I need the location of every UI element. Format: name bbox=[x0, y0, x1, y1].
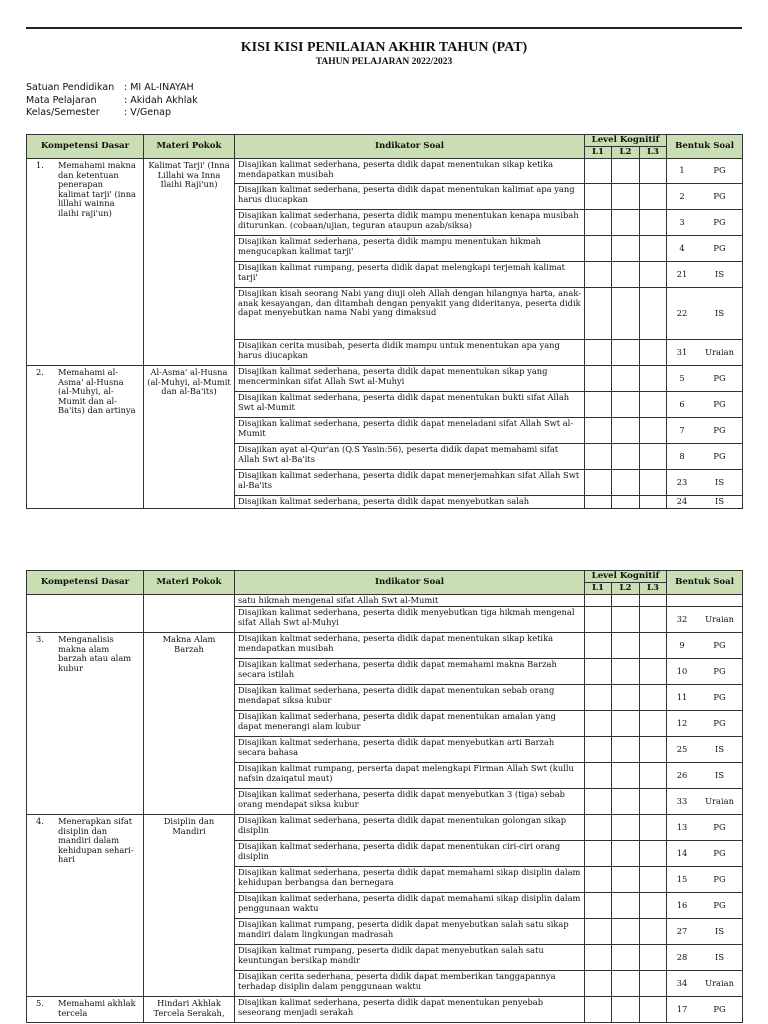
question-type: PG bbox=[713, 899, 726, 910]
bentuk-soal-cell bbox=[667, 210, 743, 236]
level-l3-cell bbox=[640, 236, 667, 262]
kompetensi-dasar-cell bbox=[27, 633, 144, 815]
meta-row: Mata Pelajaran : Akidah Akhlak bbox=[26, 94, 198, 106]
header-l1: L1 bbox=[585, 147, 612, 159]
question-number: 4 bbox=[679, 242, 685, 253]
level-l2-cell bbox=[612, 997, 640, 1023]
question-number: 26 bbox=[676, 769, 688, 780]
indikator-soal-cell: Disajikan kalimat sederhana, peserta didik menyebutkan tiga hikmah mengenal sifat Allah Swt al-Muhyi bbox=[235, 607, 585, 633]
bentuk-soal-cell bbox=[667, 184, 743, 210]
header-indikator-soal: Indikator Soal bbox=[235, 135, 585, 159]
level-l3-cell bbox=[640, 392, 667, 418]
bentuk-soal-cell bbox=[667, 366, 743, 392]
kompetensi-dasar-cell bbox=[27, 595, 144, 633]
question-type: IS bbox=[715, 496, 725, 507]
indikator-soal-cell: Disajikan kalimat sederhana, peserta didik dapat menentukan golongan sikap disiplin bbox=[235, 815, 585, 841]
indikator-soal-cell: Disajikan kalimat sederhana, peserta didik dapat menyebutkan salah bbox=[235, 496, 585, 509]
level-l1-cell bbox=[585, 763, 612, 789]
level-l2-cell bbox=[612, 919, 640, 945]
question-type: IS bbox=[715, 307, 725, 318]
level-l3-cell bbox=[640, 659, 667, 685]
level-l2-cell bbox=[612, 159, 640, 184]
level-l1-cell bbox=[585, 841, 612, 867]
indikator-soal-cell: Disajikan kalimat sederhana, peserta didik dapat memahami makna Barzah secara istilah bbox=[235, 659, 585, 685]
bentuk-soal-cell bbox=[667, 841, 743, 867]
level-l1-cell bbox=[585, 607, 612, 633]
page-title: KISI KISI PENILAIAN AKHIR TAHUN (PAT) bbox=[240, 40, 528, 55]
indikator-soal-cell: Disajikan cerita sederhana, peserta didik dapat memberikan tanggapannya terhadap disiplin dalam penggunaan waktu bbox=[235, 971, 585, 997]
level-l1-cell bbox=[585, 919, 612, 945]
kisi-kisi-table-2 bbox=[26, 570, 743, 1023]
question-number: 3 bbox=[679, 216, 685, 227]
level-l3-cell bbox=[640, 737, 667, 763]
level-l1-cell bbox=[585, 184, 612, 210]
level-l2-cell bbox=[612, 971, 640, 997]
level-l2-cell bbox=[612, 340, 640, 366]
header-materi-pokok: Materi Pokok bbox=[144, 135, 235, 159]
table-row bbox=[27, 633, 743, 659]
level-l2-cell bbox=[612, 210, 640, 236]
level-l2-cell bbox=[612, 945, 640, 971]
bentuk-soal-cell bbox=[667, 444, 743, 470]
question-type: PG bbox=[713, 165, 726, 176]
bentuk-soal-cell bbox=[667, 815, 743, 841]
question-number: 8 bbox=[679, 450, 685, 461]
kompetensi-dasar-cell bbox=[27, 997, 144, 1023]
bentuk-soal-cell bbox=[667, 262, 743, 288]
question-type: PG bbox=[713, 821, 726, 832]
indikator-soal-cell: Disajikan cerita musibah, peserta didik mampu untuk menentukan apa yang harus diucapkan bbox=[235, 340, 585, 366]
indikator-soal-cell: Disajikan kalimat sederhana, peserta didik dapat menentukan bukti sifat Allah Swt al-Mumit bbox=[235, 392, 585, 418]
level-l2-cell bbox=[612, 659, 640, 685]
kisi-kisi-table-1 bbox=[26, 134, 743, 509]
indikator-soal-cell: satu hikmah mengenal sifat Allah Swt al-Mumit bbox=[235, 595, 585, 607]
question-type: PG bbox=[713, 873, 726, 884]
indikator-soal-cell: Disajikan kalimat rumpang, peserta didik dapat menyebutkan salah satu sikap mandiri dalam lingkungan madrasah bbox=[235, 919, 585, 945]
question-type: IS bbox=[715, 268, 725, 279]
level-l2-cell bbox=[612, 366, 640, 392]
level-l3-cell bbox=[640, 366, 667, 392]
question-type: Uraian bbox=[705, 346, 734, 357]
level-l2-cell bbox=[612, 815, 640, 841]
materi-pokok-cell: Kalimat Tarji' (Inna Lillahi wa Inna Ilaihi Raji'un) bbox=[144, 159, 235, 366]
level-l3-cell bbox=[640, 971, 667, 997]
level-l3-cell bbox=[640, 595, 667, 607]
level-l3-cell bbox=[640, 685, 667, 711]
level-l2-cell bbox=[612, 392, 640, 418]
question-number: 16 bbox=[676, 899, 688, 910]
header-indikator-soal: Indikator Soal bbox=[235, 571, 585, 595]
question-type: PG bbox=[713, 190, 726, 201]
kd-number: 4. bbox=[36, 816, 44, 826]
kd-number: 2. bbox=[36, 367, 44, 377]
header-bentuk-soal: Bentuk Soal bbox=[667, 571, 743, 595]
table-row bbox=[27, 366, 743, 392]
level-l1-cell bbox=[585, 340, 612, 366]
top-rule bbox=[26, 27, 742, 29]
bentuk-soal-cell bbox=[667, 595, 743, 607]
question-number: 17 bbox=[676, 1003, 688, 1014]
kd-text: Menerapkan sifat disiplin dan mandiri dalam kehidupan sehari-hari bbox=[58, 816, 134, 865]
level-l1-cell bbox=[585, 262, 612, 288]
level-l2-cell bbox=[612, 607, 640, 633]
question-type: PG bbox=[713, 372, 726, 383]
indikator-soal-cell: Disajikan kisah seorang Nabi yang diuji oleh Allah dengan hilangnya harta, anak-anak kesayangan, dan ditambah dengan penyakit yang dideritanya, peserta didik dapat menyebutkan nama Nabi yang dimaksud bbox=[235, 288, 585, 340]
level-l2-cell bbox=[612, 633, 640, 659]
level-l1-cell bbox=[585, 210, 612, 236]
table-row bbox=[27, 159, 743, 184]
level-l2-cell bbox=[612, 444, 640, 470]
question-number: 32 bbox=[676, 613, 688, 624]
level-l3-cell bbox=[640, 841, 667, 867]
level-l2-cell bbox=[612, 262, 640, 288]
question-number: 25 bbox=[676, 743, 688, 754]
meta-row: Kelas/Semester : V/Genap bbox=[26, 107, 171, 118]
header-l3: L3 bbox=[640, 583, 667, 595]
level-l3-cell bbox=[640, 496, 667, 509]
question-type: IS bbox=[715, 476, 725, 487]
level-l1-cell bbox=[585, 392, 612, 418]
level-l2-cell bbox=[612, 496, 640, 509]
level-l1-cell bbox=[585, 366, 612, 392]
level-l1-cell bbox=[585, 737, 612, 763]
bentuk-soal-cell bbox=[667, 470, 743, 496]
question-number: 1 bbox=[679, 165, 685, 176]
question-type: PG bbox=[713, 216, 726, 227]
indikator-soal-cell: Disajikan kalimat sederhana, peserta didik dapat menentukan penyebab seseorang menjadi serakah bbox=[235, 997, 585, 1023]
header-l2: L2 bbox=[612, 147, 640, 159]
indikator-soal-cell: Disajikan kalimat sederhana, peserta didik dapat menyebutkan arti Barzah secara bahasa bbox=[235, 737, 585, 763]
header-level-kognitif: Level Kognitif bbox=[585, 135, 667, 147]
question-number: 28 bbox=[676, 951, 688, 962]
level-l2-cell bbox=[612, 685, 640, 711]
level-l1-cell bbox=[585, 945, 612, 971]
bentuk-soal-cell bbox=[667, 971, 743, 997]
indikator-soal-cell: Disajikan kalimat sederhana, peserta didik dapat menentukan kalimat apa yang harus diucapkan bbox=[235, 184, 585, 210]
question-type: IS bbox=[715, 925, 725, 936]
level-l3-cell bbox=[640, 893, 667, 919]
question-number: 24 bbox=[676, 496, 688, 507]
level-l1-cell bbox=[585, 288, 612, 340]
level-l1-cell bbox=[585, 236, 612, 262]
level-l2-cell bbox=[612, 711, 640, 737]
level-l3-cell bbox=[640, 340, 667, 366]
bentuk-soal-cell bbox=[667, 893, 743, 919]
header-level-kognitif: Level Kognitif bbox=[585, 571, 667, 583]
header-bentuk-soal: Bentuk Soal bbox=[667, 135, 743, 159]
indikator-soal-cell: Disajikan kalimat rumpang, peserta didik dapat menyebutkan salah satu keuntungan bersikap mandir bbox=[235, 945, 585, 971]
table-row bbox=[27, 815, 743, 841]
table-row bbox=[27, 997, 743, 1023]
level-l2-cell bbox=[612, 236, 640, 262]
level-l1-cell bbox=[585, 496, 612, 509]
header-l2: L2 bbox=[612, 583, 640, 595]
bentuk-soal-cell bbox=[667, 711, 743, 737]
materi-pokok-cell: Hindari Akhlak Tercela Serakah, bbox=[144, 997, 235, 1023]
indikator-soal-cell: Disajikan kalimat rumpang, peserta didik dapat melengkapi terjemah kalimat tarji' bbox=[235, 262, 585, 288]
bentuk-soal-cell bbox=[667, 159, 743, 184]
kompetensi-dasar-cell bbox=[27, 815, 144, 997]
indikator-soal-cell: Disajikan kalimat sederhana, peserta didik dapat menentukan sikap ketika mendapatkan musibah bbox=[235, 159, 585, 184]
level-l1-cell bbox=[585, 815, 612, 841]
question-number: 11 bbox=[676, 691, 688, 702]
bentuk-soal-cell bbox=[667, 340, 743, 366]
question-type: PG bbox=[713, 424, 726, 435]
kd-number: 3. bbox=[36, 634, 44, 644]
level-l1-cell bbox=[585, 633, 612, 659]
bentuk-soal-cell bbox=[667, 659, 743, 685]
bentuk-soal-cell bbox=[667, 288, 743, 340]
level-l2-cell bbox=[612, 184, 640, 210]
level-l1-cell bbox=[585, 444, 612, 470]
question-number: 13 bbox=[676, 821, 688, 832]
indikator-soal-cell: Disajikan kalimat sederhana, peserta didik dapat menentukan sebab orang mendapat siksa kubur bbox=[235, 685, 585, 711]
question-type: IS bbox=[715, 743, 725, 754]
level-l1-cell bbox=[585, 595, 612, 607]
bentuk-soal-cell bbox=[667, 919, 743, 945]
kompetensi-dasar-cell bbox=[27, 366, 144, 509]
table-row bbox=[27, 595, 743, 607]
level-l3-cell bbox=[640, 444, 667, 470]
bentuk-soal-cell bbox=[667, 685, 743, 711]
level-l3-cell bbox=[640, 184, 667, 210]
kd-text: Memahami al-Asma' al-Husna (al-Muhyi, al-Mumit dan al-Ba'its) dan artinya bbox=[58, 367, 136, 416]
level-l3-cell bbox=[640, 418, 667, 444]
header-kompetensi-dasar: Kompetensi Dasar bbox=[27, 571, 144, 595]
level-l3-cell bbox=[640, 210, 667, 236]
question-type: Uraian bbox=[705, 613, 734, 624]
indikator-soal-cell: Disajikan kalimat sederhana, peserta didik dapat menentukan sikap ketika mendapatkan musibah bbox=[235, 633, 585, 659]
header-kompetensi-dasar: Kompetensi Dasar bbox=[27, 135, 144, 159]
question-number: 5 bbox=[679, 372, 685, 383]
level-l2-cell bbox=[612, 893, 640, 919]
materi-pokok-cell: Makna Alam Barzah bbox=[144, 633, 235, 815]
kd-text: Memahami akhlak tercela bbox=[58, 998, 136, 1018]
level-l1-cell bbox=[585, 997, 612, 1023]
indikator-soal-cell: Disajikan kalimat sederhana, peserta didik dapat menentukan amalan yang dapat menerangi alam kubur bbox=[235, 711, 585, 737]
kd-number: 1. bbox=[36, 160, 44, 170]
level-l3-cell bbox=[640, 763, 667, 789]
bentuk-soal-cell bbox=[667, 496, 743, 509]
level-l2-cell bbox=[612, 867, 640, 893]
indikator-soal-cell: Disajikan ayat al-Qur'an (Q.S Yasin:56), peserta didik dapat memahami sifat Allah Swt al-Ba'its bbox=[235, 444, 585, 470]
level-l1-cell bbox=[585, 971, 612, 997]
level-l3-cell bbox=[640, 711, 667, 737]
level-l3-cell bbox=[640, 262, 667, 288]
indikator-soal-cell: Disajikan kalimat sederhana, peserta didik dapat menentukan sikap yang mencerminkan sifat Allah Swt al-Muhyi bbox=[235, 366, 585, 392]
indikator-soal-cell: Disajikan kalimat sederhana, peserta didik dapat memahami sikap disiplin dalam penggunaan waktu bbox=[235, 893, 585, 919]
bentuk-soal-cell bbox=[667, 763, 743, 789]
question-number: 22 bbox=[676, 307, 688, 318]
materi-pokok-cell bbox=[144, 595, 235, 633]
level-l1-cell bbox=[585, 418, 612, 444]
page-subtitle: TAHUN PELAJARAN 2022/2023 bbox=[315, 57, 453, 67]
level-l2-cell bbox=[612, 288, 640, 340]
question-number: 7 bbox=[679, 424, 685, 435]
question-number: 27 bbox=[676, 925, 688, 936]
question-type: PG bbox=[713, 847, 726, 858]
question-number: 31 bbox=[676, 346, 688, 357]
kd-text: Memahami makna dan ketentuan penerapan kalimat tarji' (inna lillahi wainna ilaihi raji'un) bbox=[58, 160, 136, 218]
level-l1-cell bbox=[585, 711, 612, 737]
question-type: PG bbox=[713, 639, 726, 650]
bentuk-soal-cell bbox=[667, 392, 743, 418]
level-l2-cell bbox=[612, 595, 640, 607]
bentuk-soal-cell bbox=[667, 867, 743, 893]
kd-text: Menganalisis makna alam barzah atau alam kubur bbox=[58, 634, 132, 673]
question-type: PG bbox=[713, 242, 726, 253]
bentuk-soal-cell bbox=[667, 633, 743, 659]
question-number: 6 bbox=[679, 398, 685, 409]
bentuk-soal-cell bbox=[667, 607, 743, 633]
header-l3: L3 bbox=[640, 147, 667, 159]
question-number: 34 bbox=[676, 977, 688, 988]
level-l1-cell bbox=[585, 470, 612, 496]
meta-row: Satuan Pendidikan : MI AL-INAYAH bbox=[26, 82, 194, 93]
indikator-soal-cell: Disajikan kalimat sederhana, peserta didik mampu menentukan hikmah mengucapkan kalimat tarji' bbox=[235, 236, 585, 262]
materi-pokok-cell: Al-Asma' al-Husna (al-Muhyi, al-Mumit dan al-Ba'its) bbox=[144, 366, 235, 509]
header-l1: L1 bbox=[585, 583, 612, 595]
indikator-soal-cell: Disajikan kalimat sederhana, peserta didik dapat menentukan ciri-ciri orang disiplin bbox=[235, 841, 585, 867]
level-l3-cell bbox=[640, 815, 667, 841]
level-l1-cell bbox=[585, 159, 612, 184]
indikator-soal-cell: Disajikan kalimat sederhana, peserta didik dapat menerjemahkan sifat Allah Swt al-Ba'its bbox=[235, 470, 585, 496]
level-l3-cell bbox=[640, 470, 667, 496]
bentuk-soal-cell bbox=[667, 945, 743, 971]
kd-number: 5. bbox=[36, 998, 44, 1008]
question-type: PG bbox=[713, 1003, 726, 1014]
question-type: PG bbox=[713, 717, 726, 728]
level-l3-cell bbox=[640, 945, 667, 971]
header-materi-pokok: Materi Pokok bbox=[144, 571, 235, 595]
level-l1-cell bbox=[585, 685, 612, 711]
table-header bbox=[27, 135, 743, 159]
question-type: PG bbox=[713, 665, 726, 676]
bentuk-soal-cell bbox=[667, 789, 743, 815]
bentuk-soal-cell bbox=[667, 997, 743, 1023]
level-l3-cell bbox=[640, 997, 667, 1023]
question-type: IS bbox=[715, 951, 725, 962]
level-l2-cell bbox=[612, 841, 640, 867]
level-l1-cell bbox=[585, 659, 612, 685]
level-l3-cell bbox=[640, 159, 667, 184]
level-l2-cell bbox=[612, 763, 640, 789]
level-l3-cell bbox=[640, 288, 667, 340]
question-type: IS bbox=[715, 769, 725, 780]
indikator-soal-cell: Disajikan kalimat sederhana, peserta didik dapat memahami sikap disiplin dalam kehidupan berbangsa dan bernegara bbox=[235, 867, 585, 893]
level-l1-cell bbox=[585, 893, 612, 919]
indikator-soal-cell: Disajikan kalimat sederhana, peserta didik mampu menentukan kenapa musibah diturunkan. (cobaan/ujian, teguran ataupun azab/siksa) bbox=[235, 210, 585, 236]
question-number: 10 bbox=[676, 665, 688, 676]
indikator-soal-cell: Disajikan kalimat sederhana, peserta didik dapat meneladani sifat Allah Swt al-Mumit bbox=[235, 418, 585, 444]
level-l3-cell bbox=[640, 607, 667, 633]
level-l3-cell bbox=[640, 919, 667, 945]
level-l2-cell bbox=[612, 418, 640, 444]
question-type: PG bbox=[713, 450, 726, 461]
level-l3-cell bbox=[640, 789, 667, 815]
materi-pokok-cell: Disiplin dan Mandiri bbox=[144, 815, 235, 997]
question-type: Uraian bbox=[705, 795, 734, 806]
level-l2-cell bbox=[612, 737, 640, 763]
table-header bbox=[27, 571, 743, 595]
question-number: 33 bbox=[676, 795, 688, 806]
bentuk-soal-cell bbox=[667, 418, 743, 444]
level-l1-cell bbox=[585, 789, 612, 815]
bentuk-soal-cell bbox=[667, 236, 743, 262]
question-type: PG bbox=[713, 691, 726, 702]
question-number: 2 bbox=[679, 190, 685, 201]
question-type: PG bbox=[713, 398, 726, 409]
question-number: 14 bbox=[676, 847, 688, 858]
indikator-soal-cell: Disajikan kalimat rumpang, perserta dapat melengkapi Firman Allah Swt (kullu nafsin dzaiqatul maut) bbox=[235, 763, 585, 789]
level-l2-cell bbox=[612, 789, 640, 815]
question-number: 15 bbox=[676, 873, 688, 884]
question-type: Uraian bbox=[705, 977, 734, 988]
document-meta bbox=[26, 82, 198, 120]
question-number: 21 bbox=[676, 268, 688, 279]
bentuk-soal-cell bbox=[667, 737, 743, 763]
indikator-soal-cell: Disajikan kalimat sederhana, peserta didik dapat menyebutkan 3 (tiga) sebab orang mendapat siksa kubur bbox=[235, 789, 585, 815]
level-l3-cell bbox=[640, 867, 667, 893]
kompetensi-dasar-cell bbox=[27, 159, 144, 366]
question-number: 9 bbox=[679, 639, 685, 650]
level-l1-cell bbox=[585, 867, 612, 893]
question-number: 12 bbox=[676, 717, 688, 728]
level-l3-cell bbox=[640, 633, 667, 659]
level-l2-cell bbox=[612, 470, 640, 496]
question-number: 23 bbox=[676, 476, 688, 487]
